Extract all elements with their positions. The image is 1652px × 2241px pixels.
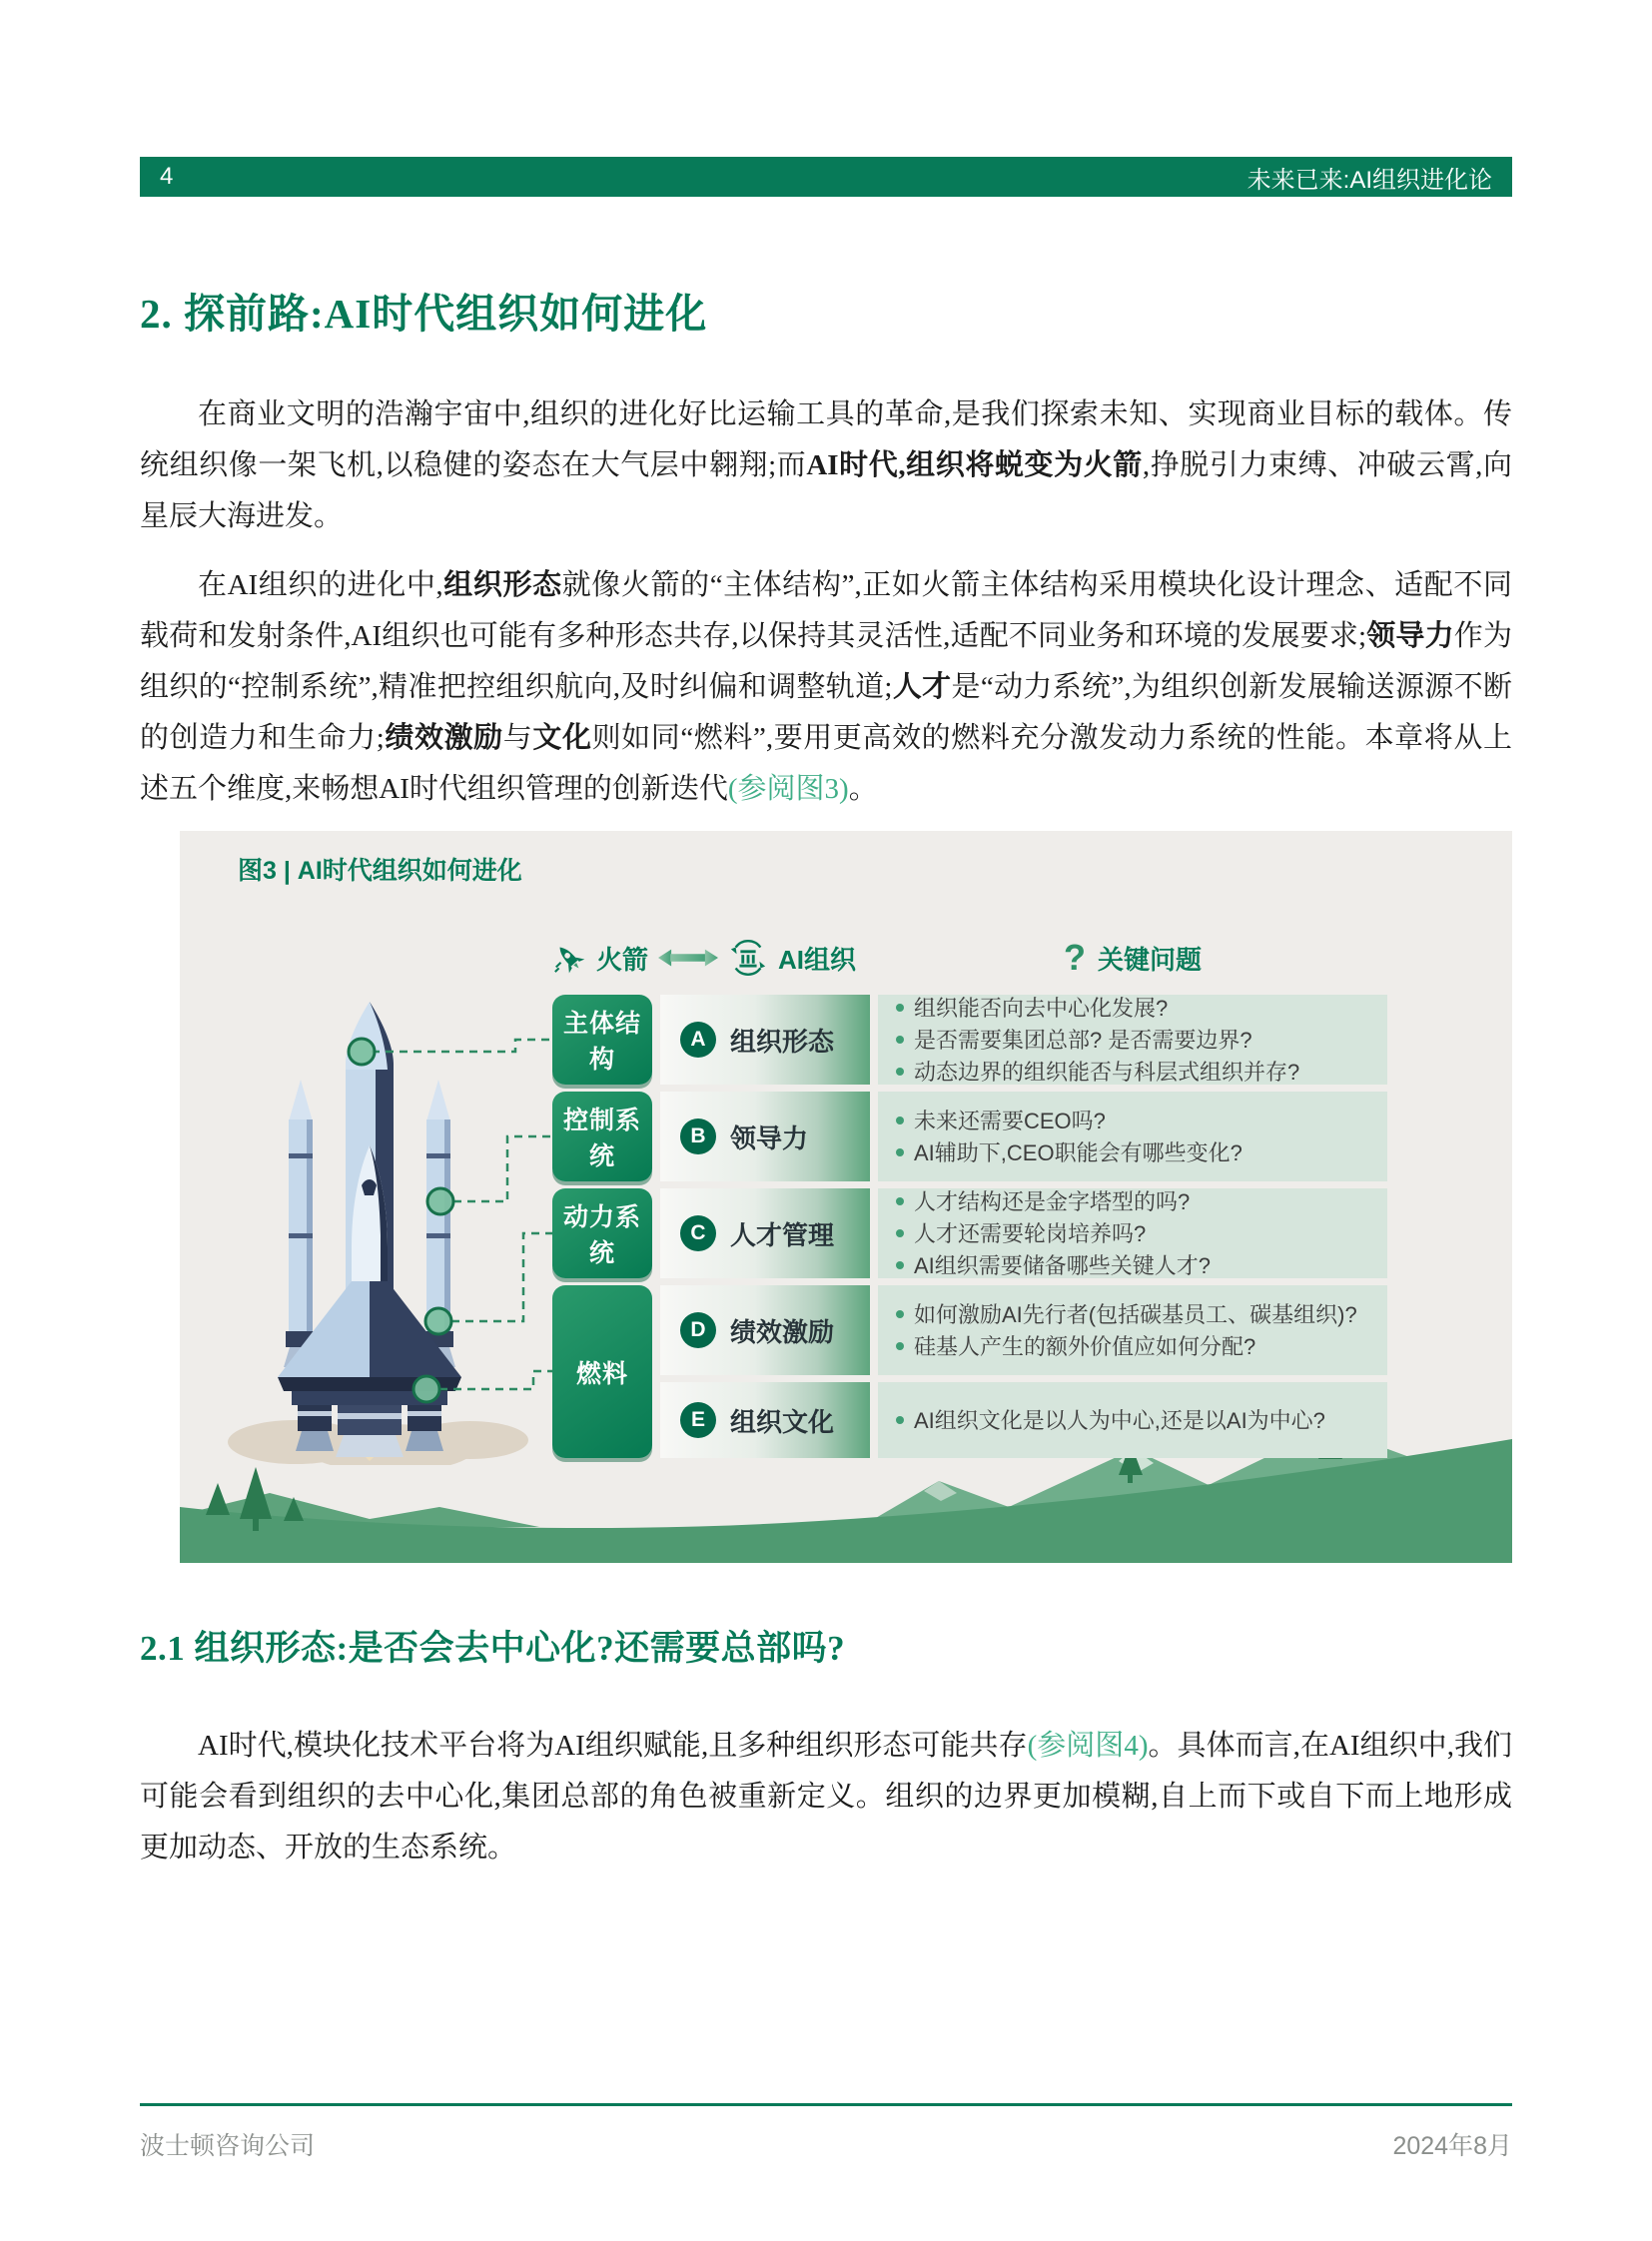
key-question-text: 未来还需要CEO吗? [914,1108,1106,1133]
key-question-text: 硅基人产生的额外价值应如何分配? [914,1333,1256,1359]
paragraph-text: 在AI组织的进化中, [198,569,443,601]
key-question [896,994,1369,1023]
key-question [896,1332,1369,1361]
key-question [896,1026,1369,1055]
paragraph-bold-text: 领导力 [1366,620,1454,652]
footer-divider [140,2103,1512,2106]
rocket-part-power-system: 动力系统 [552,1188,652,1278]
rocket-illustration [186,996,553,1465]
rocket-part-control-system: 控制系统 [552,1092,652,1181]
section-heading: 2. 探前路:AI时代组织如何进化 [140,291,708,337]
dimension-letter-a: A [680,1022,716,1058]
key-question [896,1138,1369,1167]
paragraph-text: AI时代,模块化技术平台将为AI组织赋能,且多种组织形态可能共存 [198,1730,1028,1762]
paragraph-3 [140,1721,1512,1873]
bullet-dot-icon [896,1229,904,1237]
dimension-culture [660,1382,870,1458]
key-question-text: 人才结构还是金字塔型的吗? [914,1188,1191,1214]
key-question [896,1107,1369,1135]
page-number: 4 [160,163,174,190]
footer-company: 波士顿咨询公司 [140,2132,316,2160]
dimension-label: 组织形态 [730,1026,835,1057]
key-question-text: 动态边界的组织能否与科层式组织并存? [914,1059,1300,1085]
ai-org-cycle-icon [728,938,768,978]
key-question-text: 人才还需要轮岗培养吗? [914,1220,1147,1246]
bullet-dot-icon [896,1416,904,1424]
dimension-letter-d: D [680,1312,716,1348]
page-header-bar [140,157,1512,197]
figure-legend [552,935,1387,981]
figure-4-reference-link[interactable]: (参阅图4) [1027,1730,1149,1762]
figure-3-reference-link[interactable]: (参阅图3) [727,773,849,805]
bullet-dot-icon [896,1197,904,1205]
figure-3 [180,831,1512,1563]
figure-comparison-panel [552,935,1387,1458]
bullet-dot-icon [896,1342,904,1350]
header-title: 未来已来:AI组织进化论 [1246,166,1492,194]
key-questions-culture [878,1382,1387,1458]
rocket-icon [552,941,586,975]
legend-rocket-label: 火箭 [596,944,649,975]
key-questions-leadership [878,1092,1387,1181]
dimension-incentives [660,1285,870,1375]
paragraph-text: 则如同“燃料”,要用更高效的燃料充分激发动力系统的性能。本章将从上述五个维度,来畅想AI时代组织管理的创新迭代 [140,722,1512,805]
page-footer [140,2103,1512,2162]
key-question-text: AI组织文化是以人为中心,还是以AI为中心? [914,1407,1325,1433]
dimension-label: 绩效激励 [730,1316,835,1347]
key-questions-talent [878,1188,1387,1278]
legend-questions-label: 关键问题 [1097,944,1202,975]
subsection-heading: 2.1 组织形态:是否会去中心化?还需要总部吗? [140,1629,846,1668]
bullet-dot-icon [896,1310,904,1318]
bullet-dot-icon [896,1068,904,1076]
dimension-leadership [660,1092,870,1181]
key-question [896,1300,1369,1329]
dimension-talent [660,1188,870,1278]
paragraph-text: 是“动力系统”,为组织创新发展输送源源不断的创造力和生命力; [140,671,1512,754]
key-question [896,1251,1369,1280]
key-question-text: 组织能否向去中心化发展? [914,995,1169,1021]
paragraph-text: 。具体而言,在AI组织中,我们可能会看到组织的去中心化,集团总部的角色被重新定义。组织的边界更加模糊,自上而下或自下而上地形成更加动态、开放的生态系统。 [140,1730,1512,1864]
paragraph-bold-text: AI时代,组织将蜕变为火箭 [806,449,1143,481]
rocket-part-fuel: 燃料 [552,1285,652,1458]
key-question [896,1406,1369,1435]
legend-ai-org-label: AI组织 [778,944,857,975]
key-questions-incentives [878,1285,1387,1375]
paragraph-2 [140,560,1512,815]
key-question [896,1219,1369,1248]
paragraph-text: 与 [502,722,533,754]
key-question-text: 是否需要集团总部? 是否需要边界? [914,1027,1252,1053]
question-mark-icon: ? [1063,937,1086,978]
paragraph-text: ,挣脱引力束缚、冲破云霄,向星辰大海进发。 [140,449,1512,532]
dimension-letter-c: C [680,1215,716,1251]
figure-title: 图3 | AI时代组织如何进化 [238,857,522,885]
paragraph-bold-text: 绩效激励 [384,722,503,754]
paragraph-text: 就像火箭的“主体结构”,正如火箭主体结构采用模块化设计理念、适配不同载荷和发射条件,AI组织也可能有多种形态共存,以保持其灵活性,适配不同业务和环境的发展要求; [140,569,1512,652]
bullet-dot-icon [896,1036,904,1044]
paragraph-text: 在商业文明的浩瀚宇宙中,组织的进化好比运输工具的革命,是我们探索未知、实现商业目标的载体。传统组织像一架飞机,以稳健的姿态在大气层中翱翔;而 [140,398,1512,481]
key-question-text: AI组织需要储备哪些关键人才? [914,1252,1212,1278]
paragraph-1 [140,389,1512,542]
dimension-label: 领导力 [730,1122,809,1153]
key-question [896,1187,1369,1216]
bullet-dot-icon [896,1148,904,1156]
dimension-label: 人才管理 [730,1219,835,1250]
dimension-letter-b: B [680,1119,716,1154]
footer-date: 2024年8月 [1392,2132,1512,2160]
legend-key-questions [1063,937,1202,978]
double-arrow-icon [658,947,718,969]
dimension-org-form [660,995,870,1085]
paragraph-text: 作为组织的“控制系统”,精准把控组织航向,及时纠偏和调整轨道; [140,620,1512,703]
bullet-dot-icon [896,1261,904,1269]
paragraph-bold-text: 组织形态 [442,569,562,601]
paragraph-bold-text: 人才 [892,671,952,703]
paragraph-text: 。 [848,773,878,805]
rocket-part-body-structure: 主体结构 [552,995,652,1085]
key-questions-org-form [878,995,1387,1085]
key-question-text: AI辅助下,CEO职能会有哪些变化? [914,1139,1242,1165]
bullet-dot-icon [896,1117,904,1124]
dimension-letter-e: E [680,1402,716,1438]
key-question [896,1058,1369,1087]
key-question-text: 如何激励AI先行者(包括碳基员工、碳基组织)? [914,1301,1357,1327]
legend-rocket-vs-ai [552,938,878,978]
figure-table [552,995,1387,1458]
bullet-dot-icon [896,1004,904,1012]
paragraph-bold-text: 文化 [532,722,592,754]
dimension-label: 组织文化 [730,1406,835,1437]
